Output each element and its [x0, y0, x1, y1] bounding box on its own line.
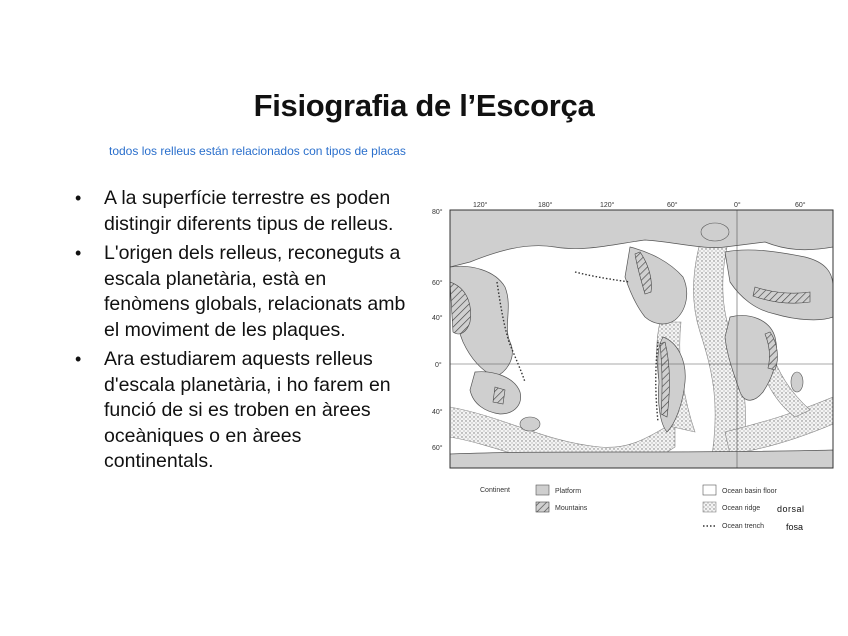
lon-label: 60° — [795, 202, 806, 209]
legend-ocean-ridge-label: Ocean ridge — [722, 505, 761, 512]
annotation-dorsal: dorsal — [777, 504, 805, 514]
physiography-map — [425, 192, 845, 542]
lon-label: 120° — [600, 202, 615, 209]
lat-label: 40° — [432, 409, 443, 416]
bullet-dot-icon: • — [75, 243, 82, 263]
bullet-text: L'origen dels relleus, reconeguts a escala planetària, està en fenòmens globals, relacionats amb el moviment de les plaques. — [104, 242, 406, 341]
legend-platform-swatch — [536, 485, 549, 495]
bullet-dot-icon: • — [75, 349, 82, 369]
annotation-fosa: fosa — [786, 522, 804, 532]
lat-label: 0° — [435, 362, 442, 369]
lon-label: 60° — [667, 202, 678, 209]
lat-label: 60° — [432, 280, 443, 287]
legend-ocean-basin-swatch — [703, 485, 716, 495]
australian-mountains — [493, 387, 505, 404]
legend-mountains-swatch — [536, 502, 549, 512]
legend-continent-label: Continent — [480, 487, 510, 494]
lat-label: 60° — [432, 445, 443, 452]
madagascar — [791, 372, 803, 392]
map-body — [450, 210, 833, 472]
slide-title — [0, 88, 848, 124]
bullet-text: A la superfície terrestre es poden distingir diferents tipus de relleus. — [104, 187, 394, 235]
new-zealand — [520, 417, 540, 431]
bullet-dot-icon: • — [75, 188, 82, 208]
bullet-list — [72, 186, 412, 479]
lat-label: 40° — [432, 315, 443, 322]
lat-label: 80° — [432, 209, 443, 216]
legend-platform-label: Platform — [555, 488, 582, 495]
legend-ocean-ridge-swatch — [703, 502, 716, 512]
greenland — [701, 223, 729, 241]
antarctica — [450, 450, 833, 468]
bullet-item — [72, 347, 412, 475]
lon-label: 180° — [538, 202, 553, 209]
world-map-figure — [425, 192, 845, 542]
slide-title-text: Fisiografia de l’Escorça — [253, 88, 595, 123]
legend-mountains-label: Mountains — [555, 505, 588, 512]
bullet-item — [72, 186, 412, 237]
bullet-text: Ara estudiarem aquests relleus d'escala planetària, i ho farem en funció de si es troben en àrees oceàniques o en àrees continentals. — [104, 348, 391, 472]
lon-label: 0° — [734, 202, 741, 209]
lon-label: 120° — [473, 202, 488, 209]
legend-ocean-trench-label: Ocean trench — [722, 523, 765, 530]
slide-subtitle: todos los relleus están relacionados con tipos de placas — [109, 144, 406, 158]
legend-ocean-basin-label: Ocean basin floor — [722, 488, 777, 495]
bullet-item — [72, 241, 412, 343]
